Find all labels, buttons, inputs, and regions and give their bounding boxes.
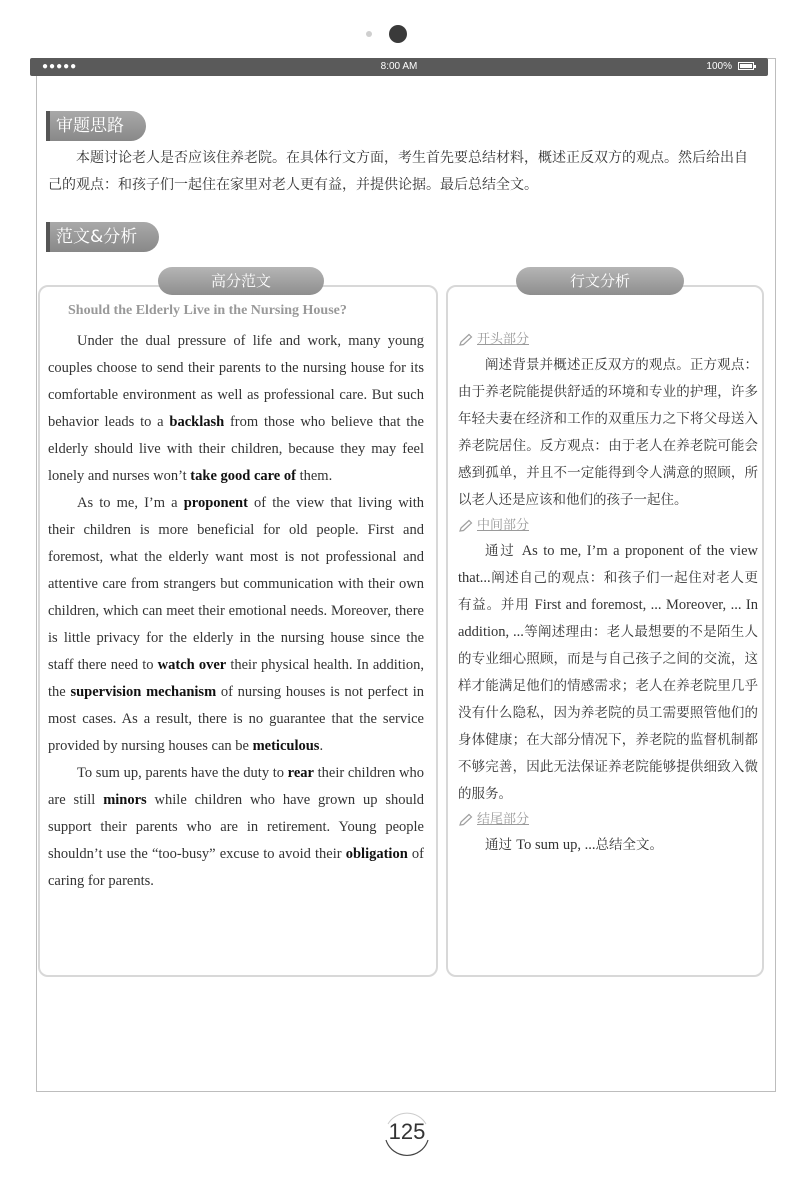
section-tag-analysis: 审题思路 [46,111,146,141]
vocab-take-good-care-of: take good care of [190,468,296,484]
camera-dot [389,25,407,43]
vocab-watch-over: watch over [157,657,227,673]
intro-paragraph: 本题讨论老人是否应该住养老院。在具体行文方面，考生首先要总结材料，概述正反双方的观点。然后给出自己的观点：和孩子们一起住在家里对老人更有益，并提供论据。最后总结全文。 [48,150,748,193]
vocab-meticulous: meticulous [252,738,320,754]
analysis-ending-text: 通过 To sum up, ...总结全文。 [485,837,663,853]
analysis-body [458,328,758,859]
analysis-middle-text: 通过 As to me, I’m a proponent of the view that...阐述自己的观点：和孩子们一起住对老人更有益。并用 First and foremost, ... Moreover, ... In addition, ...等阐述理由：老人最想要的不是陌生人的专业细心照顾，而是与自己孩子之间的交流，这样才能满足他们的情感需求；老人在养老院里几乎没有什么隐私，因为养老院的员工需要照管他们的身体健康；在大部分情况下，养老院的监督机制都不够完善，因此无法保证养老院能够提供细致入微的服务。 [458,543,758,802]
analysis-pill-label: 行文分析 [516,267,684,295]
vocab-supervision-mechanism: supervision mechanism [70,684,217,700]
page-indicator-dot [366,31,372,37]
subhead-opening: 开头部分 [458,328,758,352]
status-bar [30,58,768,76]
vocab-rear: rear [287,765,314,781]
pencil-icon [458,813,474,827]
vocab-backlash: backlash [169,414,225,430]
pencil-icon [458,519,474,533]
subhead-ending: 结尾部分 [458,808,758,832]
essay-pill-label: 高分范文 [158,267,324,295]
essay-paragraph-2: As to me, I’m a proponent of the view that living with their children is more beneficial for old people. First and foremost, what the elderly want most is not professional and attentive care from strangers but communication with their own children, which can meet their emotional needs. Moreover, there is little privacy for the elderly in the nursing house since the staff there need to watch over their physical health. In addition, the supervision mechanism of nursing houses is not perfect in most cases. As a result, there is no guarantee that the service provided by nursing houses can be meticulous. [48,495,425,754]
battery-icon [738,62,754,70]
status-time: 8:00 AM [380,61,418,72]
subhead-middle: 中间部分 [458,514,758,538]
essay-paragraph-1: Under the dual pressure of life and work, many young couples choose to send their parents to the nursing house for its comfortable environment as well as professional care. But such behavior leads to a backlash from those who believe that the elderly should live with their children, because they may feel lonely and nurses won’t take good care of them. [48,333,424,484]
vocab-minors: minors [103,792,147,808]
analysis-opening-text: 阐述背景并概述正反双方的观点。正方观点：由于养老院能提供舒适的环境和专业的护理，许多年轻夫妻在经济和工作的双重压力之下将父母送入养老院居住。反方观点：由于老人在养老院可能会感到孤单，并且不一定能得到令人满意的照顾，所以老人还是应该和他们的孩子一起住。 [458,357,758,508]
pencil-icon [458,333,474,347]
vocab-obligation: obligation [345,846,408,862]
signal-icon: ●●●●● [42,61,78,72]
battery-percent: 100% [706,61,732,72]
essay-title: Should the Elderly Live in the Nursing House? [68,303,347,318]
vocab-proponent: proponent [183,495,248,511]
section-tag-sample: 范文&分析 [46,222,159,252]
essay-body [48,328,424,895]
essay-paragraph-3: To sum up, parents have the duty to rear their children who are still minors while children who have grown up should support their parents who are in retirement. Young people shouldn’t use the “too-busy” excuse to avoid their obligation of caring for parents. [48,765,424,889]
page-number: 125 [388,1119,426,1144]
page-number-badge [378,1102,436,1162]
